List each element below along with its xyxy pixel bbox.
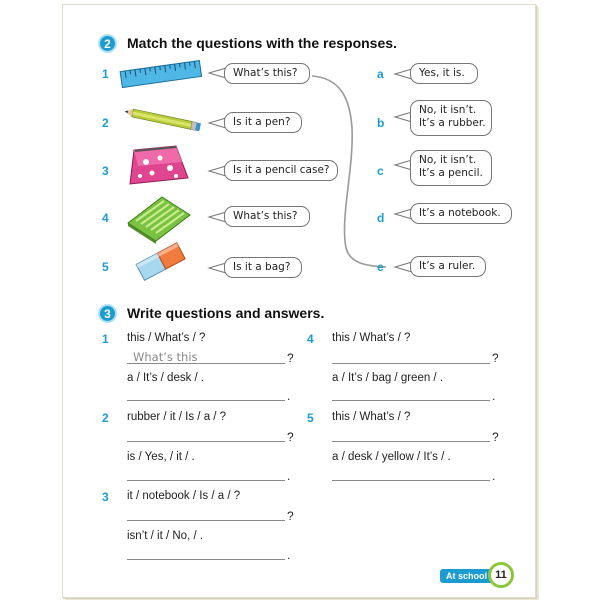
answer-line[interactable] xyxy=(332,400,490,401)
answer-prompt: a / It’s / bag / green / . xyxy=(332,372,444,384)
response-bubble xyxy=(410,203,512,224)
answer-prompt: isn’t / it / No, / . xyxy=(127,530,204,542)
response-bubble xyxy=(410,150,492,186)
question-prompt: this / What’s / ? xyxy=(127,332,206,344)
response-bubble xyxy=(410,256,486,277)
ex2-item-number: 4 xyxy=(102,211,109,225)
response-text: It’s a notebook. xyxy=(419,207,501,219)
ex2-item-number: 5 xyxy=(102,260,109,274)
question-mark: ? xyxy=(287,351,294,365)
question-prompt: this / What’s / ? xyxy=(332,411,411,423)
full-stop: . xyxy=(492,389,496,403)
response-text: No, it isn’t. xyxy=(419,154,477,166)
response-text: It’s a ruler. xyxy=(419,260,476,272)
answer-line[interactable] xyxy=(332,480,490,481)
ex3-item-number: 4 xyxy=(307,332,314,346)
answer-prompt: is / Yes, / it / . xyxy=(127,451,195,463)
question-bubble: Is it a pen? xyxy=(224,112,302,133)
response-text: Yes, it is. xyxy=(419,67,465,79)
answer-line[interactable] xyxy=(127,520,285,521)
answer-line[interactable] xyxy=(127,400,285,401)
section-tag: At school xyxy=(440,569,495,583)
ex3-item-number: 5 xyxy=(307,411,314,425)
ex2-item-number: 2 xyxy=(102,116,109,130)
rubber-icon xyxy=(132,240,192,284)
question-mark: ? xyxy=(287,430,294,444)
workbook-page xyxy=(62,4,536,598)
full-stop: . xyxy=(287,469,291,483)
response-text: It’s a rubber. xyxy=(419,117,486,129)
question-prompt: rubber / it / Is / a / ? xyxy=(127,411,227,423)
response-text: It’s a pencil. xyxy=(419,167,483,179)
ruler-icon xyxy=(118,58,204,92)
full-stop: . xyxy=(287,389,291,403)
question-bubble: Is it a pencil case? xyxy=(224,160,338,181)
full-stop: . xyxy=(287,548,291,562)
question-mark: ? xyxy=(492,351,499,365)
ex2-item-number: 1 xyxy=(102,67,109,81)
ex3-item-number: 3 xyxy=(102,490,109,504)
response-letter: b xyxy=(377,116,385,130)
response-bubble xyxy=(410,63,478,84)
question-mark: ? xyxy=(492,430,499,444)
question-mark: ? xyxy=(287,509,294,523)
example-answer: What’s this xyxy=(133,350,198,364)
exercise-3-title: Write questions and answers. xyxy=(127,305,325,321)
answer-line[interactable] xyxy=(127,363,285,364)
notebook-icon xyxy=(124,193,194,245)
ex3-item-number: 2 xyxy=(102,411,109,425)
question-bubble: Is it a bag? xyxy=(224,257,302,278)
response-letter: c xyxy=(377,164,384,178)
response-text: No, it isn’t. xyxy=(419,104,477,116)
response-letter: e xyxy=(377,260,384,274)
answer-line[interactable] xyxy=(127,480,285,481)
answer-line[interactable] xyxy=(332,363,490,364)
response-letter: a xyxy=(377,67,384,81)
exercise-2-title: Match the questions with the responses. xyxy=(127,35,397,51)
answer-prompt: a / desk / yellow / It’s / . xyxy=(332,451,451,463)
full-stop: . xyxy=(492,469,496,483)
exercise-3-badge: 3 xyxy=(98,304,117,323)
question-prompt: it / notebook / Is / a / ? xyxy=(127,490,241,502)
question-prompt: this / What’s / ? xyxy=(332,332,411,344)
ex3-item-number: 1 xyxy=(102,332,109,346)
answer-line[interactable] xyxy=(127,559,285,560)
pencil-icon xyxy=(118,104,204,134)
ex2-item-number: 3 xyxy=(102,164,109,178)
answer-line[interactable] xyxy=(332,441,490,442)
exercise-2-badge: 2 xyxy=(98,34,117,53)
pencil-case-icon xyxy=(124,140,192,188)
response-bubble xyxy=(410,100,492,136)
question-bubble: What’s this? xyxy=(224,63,310,84)
question-bubble: What’s this? xyxy=(224,206,310,227)
answer-line[interactable] xyxy=(127,441,285,442)
page-number: 11 xyxy=(488,562,514,588)
answer-prompt: a / It’s / desk / . xyxy=(127,372,205,384)
response-letter: d xyxy=(377,211,385,225)
